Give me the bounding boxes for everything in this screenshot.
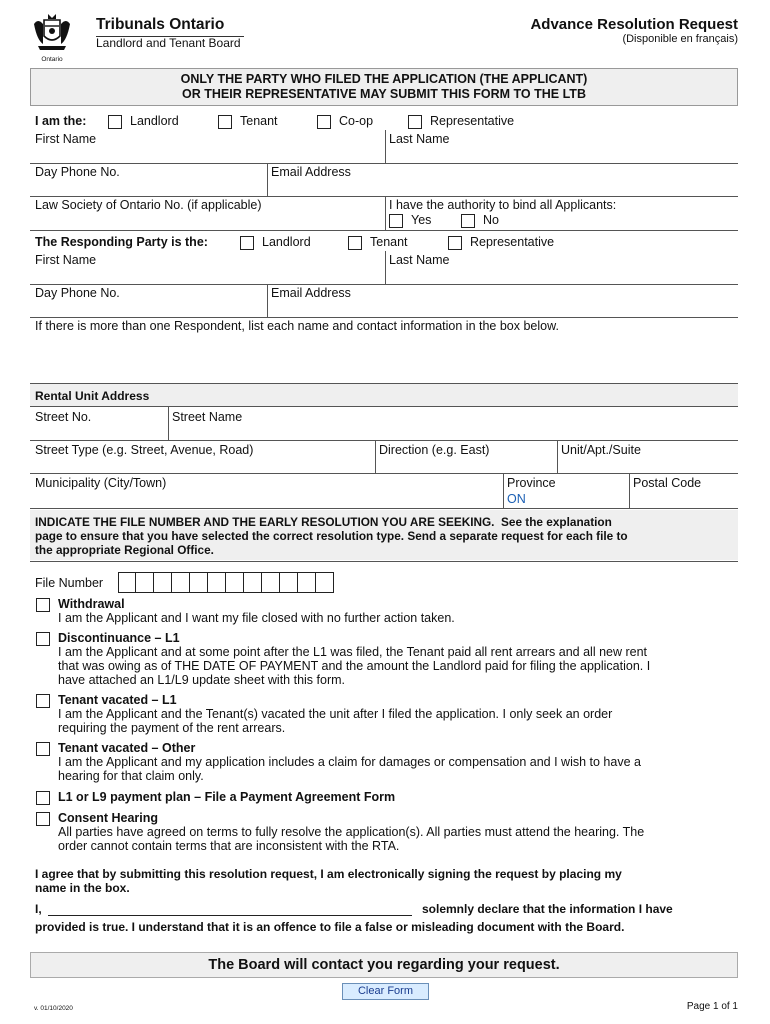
law-society-label: Law Society of Ontario No. (if applicable) (35, 198, 262, 212)
authority-no-checkbox[interactable] (461, 214, 475, 228)
respondent-email-field[interactable] (270, 300, 736, 316)
ontario-coat-of-arms-icon (30, 14, 74, 54)
municipality-field[interactable] (32, 490, 500, 507)
tenant-vacated-other-checkbox[interactable] (36, 742, 50, 756)
respondent-last-name-label: Last Name (389, 253, 450, 267)
applicant-landlord-checkbox[interactable] (108, 115, 122, 129)
discontinuance-desc-2: that was owing as of THE DATE OF PAYMENT and the amount the Landlord paid for filing the application. I (58, 659, 651, 673)
notice-line-1: ONLY THE PARTY WHO FILED THE APPLICATION (THE APPLICANT) (180, 72, 588, 86)
instructions-line-3: the appropriate Regional Office. (35, 543, 214, 557)
discontinuance-desc-1: I am the Applicant and at some point after the L1 was filed, the Tenant paid all rent arrears and all new rent (58, 645, 648, 659)
discontinuance-title: Discontinuance – L1 (58, 631, 180, 645)
province-label: Province (507, 476, 556, 490)
applicant-representative-label: Representative (430, 114, 515, 128)
consent-hearing-desc-1: All parties have agreed on terms to fully resolve the application(s). All parties must attend the hearing. The (58, 825, 645, 839)
respondent-first-name-label: First Name (35, 253, 97, 267)
street-no-label: Street No. (35, 410, 92, 424)
respondent-tenant-checkbox[interactable] (348, 236, 362, 250)
declaration-solemnly: solemnly declare that the information I have (422, 902, 673, 916)
applicant-landlord-label: Landlord (130, 114, 179, 128)
applicant-tenant-label: Tenant (240, 114, 278, 128)
consent-hearing-desc-2: order cannot contain terms that are inconsistent with the RTA. (58, 839, 400, 853)
version-text: v. 01/10/2020 (34, 1005, 73, 1012)
postal-code-field[interactable] (632, 490, 736, 507)
applicant-tenant-checkbox[interactable] (218, 115, 232, 129)
page-number: Page 1 of 1 (686, 1001, 738, 1012)
file-number-label: File Number (35, 576, 104, 590)
consent-hearing-title: Consent Hearing (58, 811, 159, 825)
instructions-bold: INDICATE THE FILE NUMBER AND THE EARLY RESOLUTION YOU ARE SEEKING. (35, 515, 495, 529)
clear-form-button[interactable]: Clear Form (342, 983, 429, 1000)
law-society-field[interactable] (32, 212, 382, 229)
discontinuance-desc-3: have attached an L1/L9 update sheet with this form. (58, 673, 345, 687)
additional-respondents-textarea[interactable] (32, 336, 736, 382)
discontinuance-checkbox[interactable] (36, 632, 50, 646)
applicant-first-name-field[interactable] (32, 146, 382, 162)
payment-plan-title: L1 or L9 payment plan – File a Payment Agreement Form (58, 790, 396, 804)
declaration-i-label: I, (35, 902, 42, 916)
applicant-coop-label: Co-op (339, 114, 374, 128)
respondent-landlord-label: Landlord (262, 235, 311, 249)
i-am-label: I am the: (35, 114, 87, 128)
respondent-tenant-label: Tenant (370, 235, 408, 249)
street-name-field[interactable] (171, 424, 736, 439)
resolution-instructions (35, 515, 735, 557)
respondent-last-name-field[interactable] (388, 267, 736, 283)
declarant-name-field[interactable] (48, 900, 412, 916)
street-type-field[interactable] (32, 457, 372, 472)
unit-field[interactable] (560, 457, 736, 472)
respondent-representative-checkbox[interactable] (448, 236, 462, 250)
logo-text: Ontario (41, 56, 63, 63)
street-type-label: Street Type (e.g. Street, Avenue, Road) (35, 443, 254, 457)
authority-yes-checkbox[interactable] (389, 214, 403, 228)
authority-yes-label: Yes (411, 213, 432, 227)
applicant-email-field[interactable] (270, 179, 736, 195)
tenant-vacated-other-desc-1: I am the Applicant and my application includes a claim for damages or compensation and I wish to have a (58, 755, 641, 769)
applicant-first-name-label: First Name (35, 132, 97, 146)
tenant-vacated-l1-title: Tenant vacated – L1 (58, 693, 177, 707)
multiple-respondents-note: If there is more than one Respondent, list each name and contact information in the box below. (35, 319, 559, 333)
french-note: (Disponible en français) (622, 33, 738, 45)
applicant-representative-checkbox[interactable] (408, 115, 422, 129)
street-no-field[interactable] (32, 424, 166, 439)
respondent-landlord-checkbox[interactable] (240, 236, 254, 250)
applicant-last-name-label: Last Name (389, 132, 450, 146)
respondent-label: The Responding Party is the: (35, 235, 208, 249)
respondent-day-phone-label: Day Phone No. (35, 286, 120, 300)
tenant-vacated-other-desc-2: hearing for that claim only. (58, 769, 204, 783)
respondent-email-label: Email Address (271, 286, 351, 300)
applicant-day-phone-label: Day Phone No. (35, 165, 120, 179)
rental-unit-heading: Rental Unit Address (35, 389, 150, 403)
street-name-label: Street Name (172, 410, 243, 424)
tenant-vacated-other-title: Tenant vacated – Other (58, 741, 196, 755)
authority-label: I have the authority to bind all Applicants: (389, 198, 617, 212)
applicant-email-label: Email Address (271, 165, 351, 179)
declaration-line-1: I agree that by submitting this resolution request, I am electronically signing the request by placing my (35, 867, 622, 881)
instructions-rest: See the explanation (501, 515, 612, 529)
form-title: Advance Resolution Request (530, 16, 738, 33)
tenant-vacated-l1-checkbox[interactable] (36, 694, 50, 708)
tenant-vacated-l1-desc-1: I am the Applicant and the Tenant(s) vacated the unit after I filed the application. I only seek an order (58, 707, 613, 721)
authority-no-label: No (483, 213, 499, 227)
respondent-day-phone-field[interactable] (32, 300, 264, 316)
file-number-input[interactable] (118, 572, 334, 593)
declaration-line-3: provided is true. I understand that it is an offence to file a false or misleading document with the Board. (35, 920, 625, 934)
respondent-representative-label: Representative (470, 235, 555, 249)
respondent-first-name-field[interactable] (32, 267, 382, 283)
applicant-last-name-field[interactable] (388, 146, 736, 162)
province-value: ON (507, 492, 526, 506)
payment-plan-checkbox[interactable] (36, 791, 50, 805)
withdrawal-desc-1: I am the Applicant and I want my file closed with no further action taken. (58, 611, 455, 625)
withdrawal-title: Withdrawal (58, 597, 125, 611)
applicant-day-phone-field[interactable] (32, 179, 264, 195)
instructions-line-2: page to ensure that you have selected the correct resolution type. Send a separate request for each file to (35, 529, 628, 543)
consent-hearing-checkbox[interactable] (36, 812, 50, 826)
notice-line-2: OR THEIR REPRESENTATIVE MAY SUBMIT THIS FORM TO THE LTB (182, 87, 586, 101)
board-name: Landlord and Tenant Board (96, 36, 241, 50)
withdrawal-checkbox[interactable] (36, 598, 50, 612)
contact-banner-text: The Board will contact you regarding your request. (208, 957, 560, 973)
org-name: Tribunals Ontario (96, 16, 225, 33)
unit-label: Unit/Apt./Suite (561, 443, 641, 457)
direction-label: Direction (e.g. East) (379, 443, 490, 457)
ontario-logo (30, 14, 74, 63)
declaration-line-2: name in the box. (35, 881, 130, 895)
direction-field[interactable] (378, 457, 554, 472)
municipality-label: Municipality (City/Town) (35, 476, 167, 490)
tenant-vacated-l1-desc-2: requiring the payment of the rent arrears. (58, 721, 286, 735)
postal-code-label: Postal Code (633, 476, 702, 490)
applicant-coop-checkbox[interactable] (317, 115, 331, 129)
